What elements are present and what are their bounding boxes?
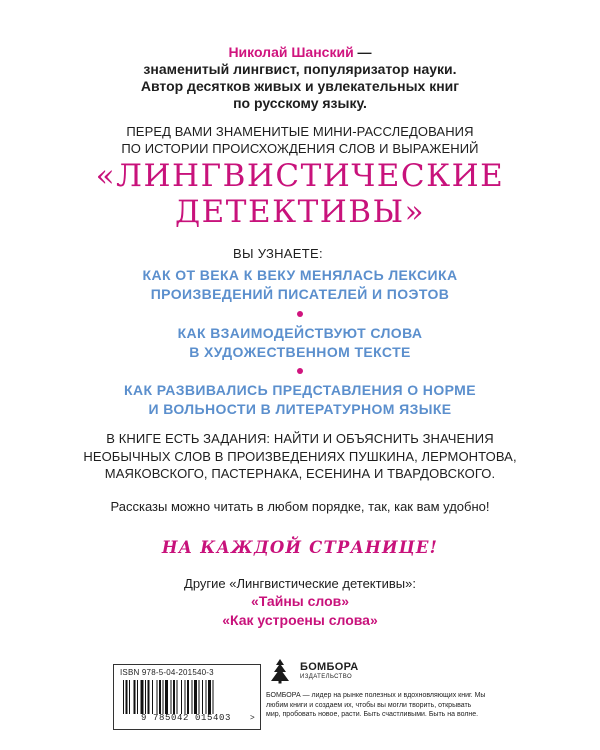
- learn-heading: ВЫ УЗНАЕТЕ:: [233, 246, 323, 261]
- author-line-3: Автор десятков живых и увлекательных книг: [140, 78, 460, 94]
- barcode-bar: [123, 680, 124, 714]
- publisher-subtitle: ИЗДАТЕЛЬСТВО: [300, 674, 353, 680]
- barcode-bar: [159, 680, 161, 714]
- author-line-4: по русскому языку.: [233, 95, 367, 111]
- publisher-description: БОМБОРА — лидер на рынке полезных и вдохновляющих книг. Мы любим книги и создаем их, чтобы вы могли творить, открывать мир, пробовать новое, расти. Быть счастливыми. Быть на волне.: [266, 692, 486, 718]
- barcode-icon: [123, 680, 245, 714]
- barcode-bar: [129, 680, 130, 714]
- barcode-bar: [181, 680, 182, 714]
- barcode-bar: [141, 680, 144, 714]
- barcode-bar: [126, 680, 128, 714]
- learn-item-3-line-2: И ВОЛЬНОСТИ В ЛИТЕРАТУРНОМ ЯЗЫКЕ: [148, 401, 452, 417]
- isbn-label: ISBN 978-5-04-201540-3: [120, 668, 214, 677]
- barcode-bar: [185, 680, 186, 714]
- learn-item-3-line-1: КАК РАЗВИВАЛИСЬ ПРЕДСТАВЛЕНИЯ О НОРМЕ: [124, 382, 476, 398]
- barcode-bar: [152, 680, 153, 714]
- learn-item-1-line-1: КАК ОТ ВЕКА К ВЕКУ МЕНЯЛАСЬ ЛЕКСИКА: [142, 267, 458, 283]
- barcode-bar: [194, 680, 197, 714]
- tasks-block: [0, 430, 600, 483]
- bullet-dot: [297, 368, 303, 374]
- barcode-arrow: >: [250, 713, 255, 722]
- barcode-bar: [192, 680, 193, 714]
- barcode-bar: [177, 680, 178, 714]
- learn-item-1-line-2: ПРОИЗВЕДЕНИЙ ПИСАТЕЛЕЙ И ПОЭТОВ: [150, 286, 450, 302]
- book-title-line-1: «ЛИНГВИСТИЧЕСКИЕ: [95, 158, 505, 194]
- tasks-line-2: НЕОБЫЧНЫХ СЛОВ В ПРОИЗВЕДЕНИЯХ ПУШКИНА, ЛЕРМОНТОВА,: [83, 448, 517, 464]
- learn-item-1: [0, 266, 600, 304]
- barcode-bar: [171, 680, 172, 714]
- other-book-1: «Тайны слов»: [250, 593, 350, 609]
- tasks-line-3: МАЯКОВСКОГО, ПАСТЕРНАКА, ЕСЕНИНА И ТВАРДОВСКОГО.: [104, 466, 496, 481]
- barcode-bar: [202, 680, 203, 714]
- intro-line-1: ПЕРЕД ВАМИ ЗНАМЕНИТЫЕ МИНИ-РАССЛЕДОВАНИЯ: [126, 124, 474, 139]
- author-line-1: [0, 44, 600, 61]
- barcode-bar: [187, 680, 189, 714]
- barcode-bar: [163, 680, 164, 714]
- other-book-2: «Как устроены слова»: [222, 612, 378, 628]
- author-dash: —: [353, 44, 372, 60]
- other-books-heading: Другие «Лингвистические детективы»:: [184, 576, 416, 591]
- learn-item-2-line-1: КАК ВЗАИМОДЕЙСТВУЮТ СЛОВА: [177, 325, 423, 341]
- learn-item-2: [0, 324, 600, 362]
- book-title: [0, 158, 600, 230]
- bombora-logo-icon: [266, 656, 294, 684]
- barcode-bar: [137, 680, 138, 714]
- reading-note: Рассказы можно читать в любом порядке, так, как вам удобно!: [110, 499, 490, 514]
- author-block: [0, 44, 600, 112]
- publisher-name: БОМБОРА: [300, 661, 359, 673]
- barcode-bar: [208, 680, 211, 714]
- barcode-bar: [134, 680, 136, 714]
- barcode-bar: [165, 680, 168, 714]
- learn-item-3: [0, 381, 600, 419]
- author-line-2: знаменитый лингвист, популяризатор науки.: [143, 61, 457, 77]
- barcode-bar: [199, 680, 200, 714]
- every-page-slogan: НА КАЖДОЙ СТРАНИЦЕ!: [161, 538, 439, 557]
- learn-item-2-line-2: В ХУДОЖЕСТВЕННОМ ТЕКСТЕ: [189, 344, 411, 360]
- author-name: Николай Шанский: [228, 44, 354, 60]
- barcode-bar: [145, 680, 146, 714]
- barcode-bar: [213, 680, 214, 714]
- barcode-bar: [148, 680, 150, 714]
- bullet-dot: [297, 311, 303, 317]
- barcode-bar: [173, 680, 175, 714]
- intro-line-2: ПО ИСТОРИИ ПРОИСХОЖДЕНИЯ СЛОВ И ВЫРАЖЕНИЙ: [121, 141, 479, 156]
- barcode-bar: [206, 680, 207, 714]
- book-title-line-2: ДЕТЕКТИВЫ»: [174, 194, 426, 230]
- barcode-number: 9 785042 015403: [140, 713, 231, 723]
- tasks-line-1: В КНИГЕ ЕСТЬ ЗАДАНИЯ: НАЙТИ И ОБЪЯСНИТЬ ЗНАЧЕНИЯ: [106, 431, 494, 446]
- barcode-bar: [157, 680, 158, 714]
- intro-block: [0, 123, 600, 157]
